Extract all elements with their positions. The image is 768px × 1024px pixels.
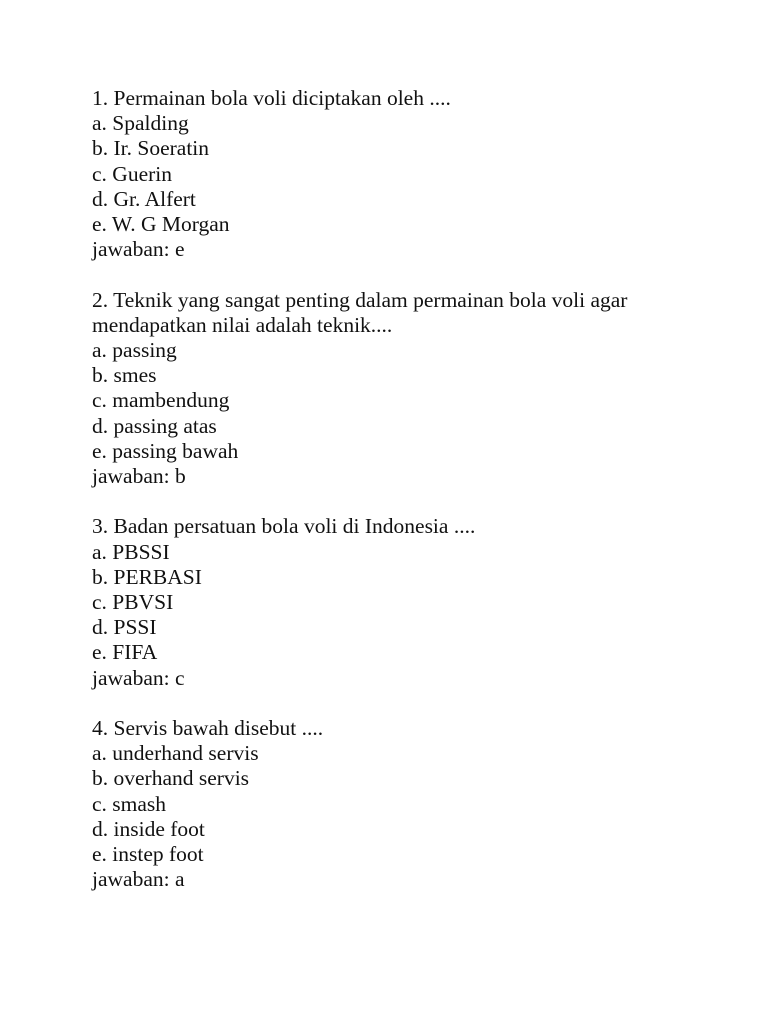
answer-key: jawaban: b [92,464,186,489]
question-stem: 3. Badan persatuan bola voli di Indonesia .... [92,514,476,539]
option-d: d. PSSI [92,615,157,640]
question-4 [92,716,732,892]
option-c: c. smash [92,791,167,816]
question-2 [92,288,732,490]
question-3 [92,514,732,690]
option-e: e. FIFA [92,640,158,665]
option-a: a. underhand servis [92,741,259,766]
option-c: c. Guerin [92,161,172,186]
option-c: c. mambendung [92,388,230,413]
option-a: a. Spalding [92,111,189,136]
option-e: e. instep foot [92,842,204,867]
option-e: e. passing bawah [92,438,239,463]
option-e: e. W. G Morgan [92,212,230,237]
option-d: d. Gr. Alfert [92,186,196,211]
option-a: a. PBSSI [92,539,170,564]
document-page [92,86,732,918]
answer-key: jawaban: a [92,867,185,892]
option-b: b. smes [92,363,157,388]
answer-key: jawaban: c [92,665,185,690]
option-b: b. Ir. Soeratin [92,136,210,161]
answer-key: jawaban: e [92,237,185,262]
question-stem-line-2: mendapatkan nilai adalah teknik.... [92,312,393,337]
option-a: a. passing [92,338,177,363]
option-b: b. overhand servis [92,766,250,791]
option-d: d. inside foot [92,816,205,841]
question-stem-line-1: 2. Teknik yang sangat penting dalam permainan bola voli agar [92,287,628,312]
question-stem: 1. Permainan bola voli diciptakan oleh .... [92,86,451,110]
option-d: d. passing atas [92,413,217,438]
option-c: c. PBVSI [92,590,174,615]
question-1 [92,86,732,262]
question-stem: 4. Servis bawah disebut .... [92,716,324,741]
option-b: b. PERBASI [92,564,202,589]
